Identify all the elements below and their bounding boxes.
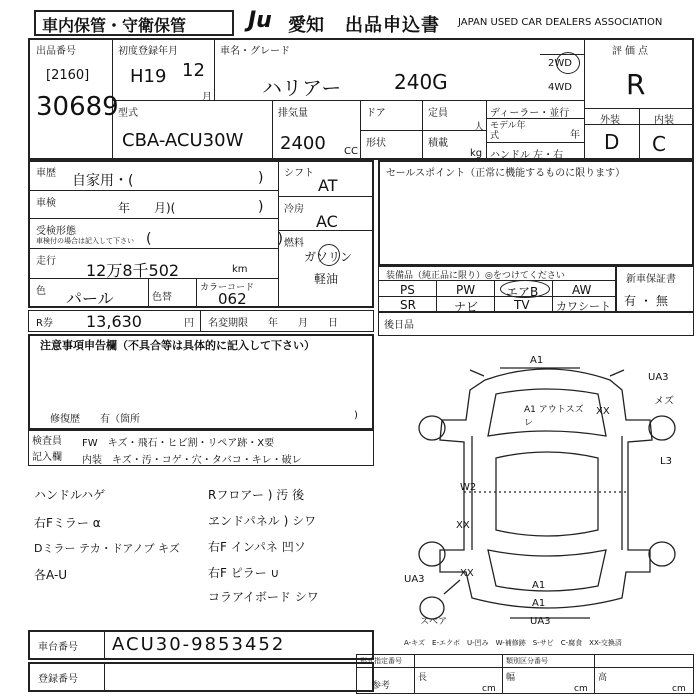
diagram-mark-8: XX	[456, 520, 470, 531]
note-line-2: 右Fミラー α	[34, 516, 101, 530]
note-line-8: 右F ピラー ∪	[208, 566, 280, 580]
car-name-value: ハリアー	[262, 76, 342, 100]
transfer-value: 年 月 日	[268, 318, 338, 329]
exterior-value: D	[604, 130, 620, 154]
fuel-oil: 軽油	[314, 272, 339, 286]
diagram-mark-2: A1 アウトスズレ	[524, 405, 584, 428]
inspector-label: 検査員記入欄	[32, 436, 62, 463]
fw-row: FW キズ・飛石・ヒビ割・リペア跡・X要	[82, 438, 275, 449]
color-code-value: 062	[218, 290, 247, 308]
after-items-label: 後日品	[384, 320, 414, 331]
sales-point-label: セールスポイント（正常に機能するものに限ります）	[386, 168, 626, 179]
fuel-circle	[318, 244, 340, 266]
receive-note: 車検付の場合は記入して下さい	[36, 237, 134, 245]
brand-name: 愛知	[288, 15, 324, 36]
score-label: 評価点	[612, 46, 651, 57]
height-unit: cm	[672, 684, 686, 694]
drive-circle	[556, 52, 580, 74]
width-label: 幅	[506, 673, 516, 683]
fuel-label: 燃料	[284, 238, 304, 249]
equip-leather: カワシート	[556, 300, 611, 313]
car-damage-diagram	[400, 350, 695, 630]
handle-label: ハンドル 左・右	[490, 150, 564, 161]
kg-unit: kg	[470, 148, 483, 159]
interior-label: 内装	[654, 115, 674, 126]
lot-number: 30689	[36, 92, 119, 122]
note-line-6: ヱンドパネル ) シワ	[208, 514, 317, 528]
diagram-mark-14: スペア	[420, 617, 448, 627]
equip-pw: PW	[456, 283, 476, 297]
recycle-label: R券	[36, 318, 53, 329]
type-designation-label: 形式指定番号	[360, 657, 402, 665]
ac-label: 冷房	[284, 204, 304, 215]
score-value: R	[626, 68, 646, 101]
note-line-7: 右F インパネ 凹ソ	[208, 540, 306, 554]
transfer-label: 名変期限	[208, 318, 248, 329]
diagram-mark-1: A1	[530, 355, 544, 366]
cc-unit: CC	[344, 146, 358, 157]
length-unit: cm	[482, 684, 496, 694]
fuel-gas: ガソリン	[304, 250, 353, 264]
year-unit: 年	[570, 130, 580, 141]
note-line-3: Dミラー テカ・ドアノブ キズ	[34, 542, 180, 555]
km-unit: km	[232, 264, 248, 275]
equip-aw: AW	[572, 283, 592, 297]
mileage-label: 走行	[36, 256, 56, 267]
after-items-box	[378, 312, 694, 336]
model-year-label: モデル年式	[490, 121, 526, 141]
person-unit: 人	[474, 122, 484, 133]
door-label: ドア	[366, 108, 386, 119]
grade-value: 240G	[394, 70, 448, 94]
diagram-mark-5: メズ	[654, 396, 674, 407]
mileage-value: 12万8千502	[86, 261, 180, 280]
drive-2wd: 2WD	[548, 58, 572, 69]
month-unit: 月	[202, 92, 212, 103]
receive-label: 受検形態	[36, 226, 76, 237]
color-change-label: 色替	[152, 292, 172, 303]
equip-sr: SR	[400, 298, 416, 312]
lot-label: 出品番号	[36, 46, 76, 57]
shift-value: AT	[318, 176, 338, 195]
exterior-label: 外装	[600, 115, 620, 126]
association-name: JAPAN USED CAR DEALERS ASSOCIATION	[458, 17, 663, 28]
diagram-mark-10: UA3	[404, 574, 425, 585]
diagram-mark-7: W2	[460, 482, 477, 493]
ac-value: AC	[316, 212, 338, 231]
equip-tv: TV	[514, 298, 530, 312]
model-value: CBA-ACU30W	[122, 130, 244, 151]
form-title: 出品申込書	[345, 15, 440, 36]
insurance-value: 有・無	[624, 294, 673, 308]
load-label: 積載	[428, 138, 448, 149]
diagram-mark-6: L3	[660, 456, 672, 467]
reg-year-value: H19	[130, 66, 167, 87]
class-label: 類別区分番号	[506, 657, 548, 665]
diagram-mark-13: UA3	[530, 616, 551, 627]
yen-unit: 円	[184, 318, 194, 329]
height-label: 高	[598, 673, 608, 683]
equipment-label: 装備品（純正品に限り）◎をつけてください	[386, 271, 565, 281]
repair-label: 修復歴 有（箇所	[50, 414, 140, 425]
reg-month-value: 12	[182, 60, 205, 81]
diagram-mark-11: A1	[532, 580, 546, 591]
equip-ps: PS	[400, 283, 415, 297]
history-close: )	[258, 170, 264, 186]
registration-box	[28, 662, 374, 692]
diagram-mark-9: XX	[460, 568, 474, 579]
insurance-label: 新車保証書	[626, 274, 676, 285]
logo-mark: Ju	[248, 8, 272, 33]
damage-legend: A-キズ E-エクボ U-凹み W-補修跡 S-サビ C-腐食 XX-交換済	[404, 639, 622, 647]
note-line-5: Rフロアー ) 汚 後	[208, 488, 305, 502]
diagram-mark-3: XX	[596, 406, 610, 417]
reg-year-label: 初度登録年月	[118, 46, 178, 57]
notes-label: 注意事項申告欄（不具合等は具体的に記入して下さい）	[40, 339, 315, 352]
diagram-mark-12: A1	[532, 598, 546, 609]
model-label: 型式	[118, 108, 138, 119]
interior-value: C	[652, 132, 666, 156]
receive-paren: ( )	[146, 231, 283, 247]
lot-small: [2160]	[46, 68, 90, 83]
capacity-label: 定員	[428, 108, 448, 119]
history-label: 車歴	[36, 168, 56, 179]
equip-airbag: エアB	[506, 285, 539, 299]
storage-stamp-text: 車内保管・守衛保管	[42, 16, 187, 35]
note-line-4: 各A-U	[34, 568, 68, 582]
note-line-1: ハンドルハゲ	[34, 488, 106, 502]
color-code-label: カラーコード	[200, 283, 255, 293]
inspection-value: 年 月)(	[118, 201, 176, 215]
registration-label: 登録番号	[38, 674, 78, 685]
diagram-mark-4: UA3	[648, 372, 669, 383]
displacement-label: 排気量	[278, 108, 308, 119]
inspection-close: )	[258, 199, 264, 215]
airbag-circle	[500, 280, 550, 298]
dealer-label: ディーラー・並行	[490, 108, 570, 119]
inspection-label: 車検	[36, 198, 56, 209]
color-label: 色	[36, 286, 46, 297]
repair-close: )	[354, 410, 358, 421]
shape-label: 形状	[366, 138, 386, 149]
history-value: 自家用・(	[72, 173, 134, 189]
color-value: パール	[66, 289, 114, 308]
displacement-value: 2400	[280, 133, 326, 154]
name-label: 車名・グレード	[220, 46, 290, 57]
ref-label: 参考	[372, 681, 391, 691]
width-unit: cm	[574, 684, 588, 694]
chassis-value: ACU30-9853452	[112, 634, 286, 655]
length-label: 長	[418, 673, 428, 683]
chassis-label: 車台番号	[38, 642, 78, 653]
recycle-value: 13,630	[86, 312, 142, 331]
interior-row: 内装 キズ・汚・コゲ・穴・タバコ・キレ・破レ	[82, 455, 302, 466]
shift-label: シフト	[284, 168, 314, 179]
note-line-9: コラアイボード シワ	[208, 590, 319, 604]
drive-4wd: 4WD	[548, 82, 572, 93]
equip-navi: ナビ	[454, 300, 479, 314]
